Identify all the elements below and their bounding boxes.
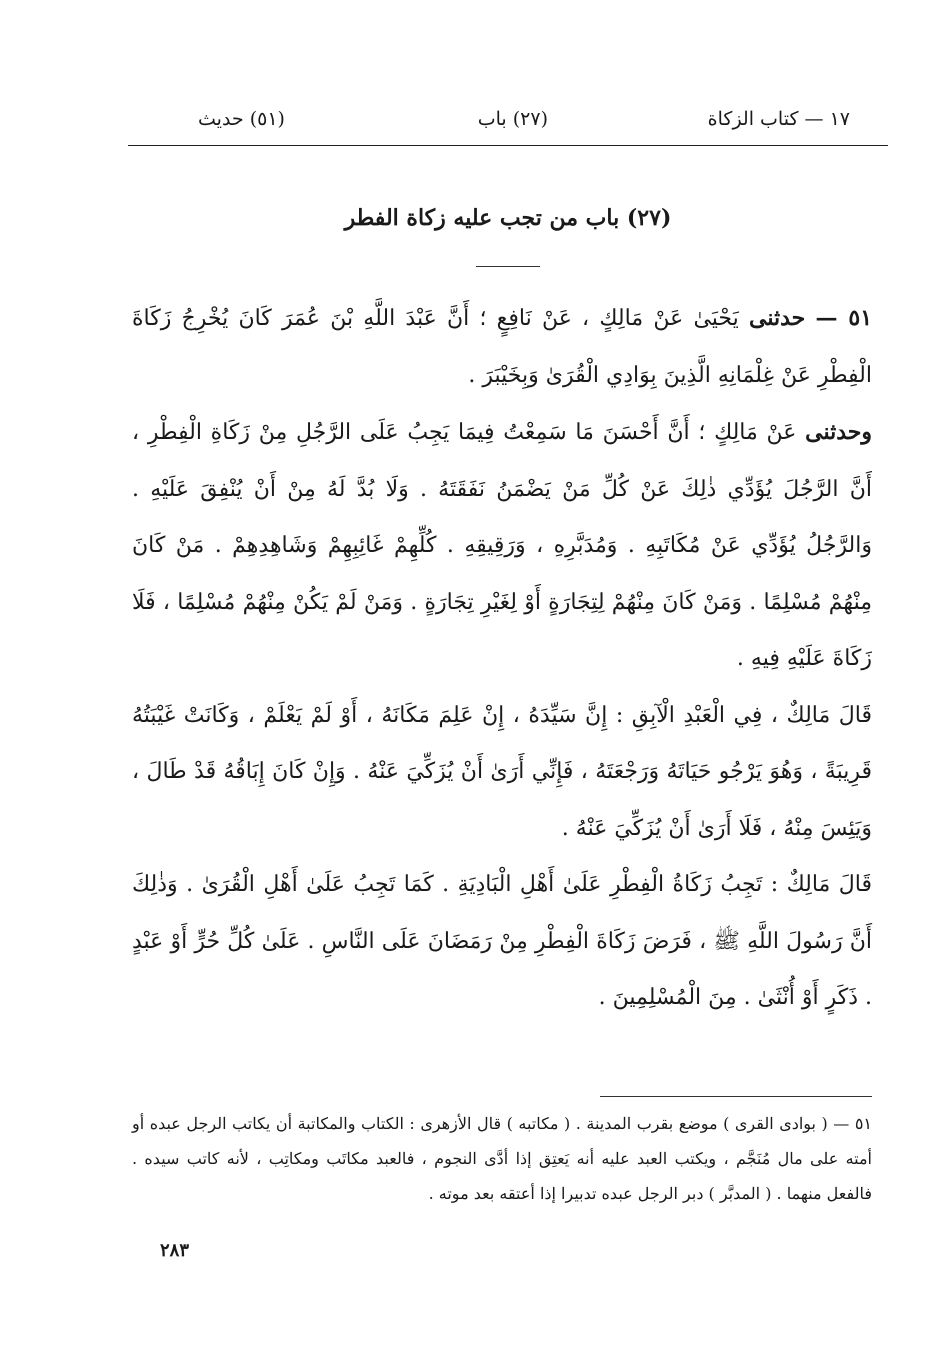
header-rule — [128, 145, 888, 146]
paragraph-4: قَالَ مَالِكٌ : تَجِبُ زَكَاةُ الْفِطْرِ عَلَىٰ أَهْلِ الْبَادِيَةِ . كَمَا تَجِبُ عَلَىٰ أَهْلِ الْقُرَىٰ . وَذٰلِكَ أَنَّ رَسُولَ اللَّهِ ﷺ ، فَرَضَ زَكَاةَ الْفِطْرِ مِنْ رَمَضَانَ عَلَى النَّاسِ . عَلَىٰ كُلِّ حُرٍّ أَوْ عَبْدٍ . ذَكَرٍ أَوْ أُنْثَىٰ . مِنَ الْمُسْلِمِينَ . — [132, 872, 872, 1010]
paragraph-text: يَحْيَىٰ عَنْ مَالِكٍ ، عَنْ نَافِعٍ ؛ أَنَّ عَبْدَ اللَّهِ بْنَ عُمَرَ كَانَ يُخْرِجُ زَكَاةَ الْفِطْرِ عَنْ غِلْمَانِهِ الَّذِينَ بِوَادِي الْقُرَىٰ وَبِخَيْبَرَ . — [132, 306, 872, 388]
hadith-number: ٥١ — — [815, 305, 873, 331]
running-header — [128, 100, 888, 140]
paragraph-1 — [132, 290, 872, 404]
paragraph-text: عَنْ مَالِكٍ ؛ أَنَّ أَحْسَنَ مَا سَمِعْتُ فِيمَا يَجِبُ عَلَى الرَّجُلِ مِنْ زَكَاةِ الْفِطْرِ ، أَنَّ الرَّجُلَ يُؤَدِّي ذٰلِكَ عَنْ كُلِّ مَنْ يَضْمَنُ نَفَقَتَهُ . وَلَا بُدَّ لَهُ مِنْ أَنْ يُنْفِقَ عَلَيْهِ . وَالرَّجُلُ يُؤَدِّي عَنْ مُكَاتَبِهِ . وَمُدَبَّرِهِ ، وَرَقِيقِهِ . كُلِّهِمْ غَائِبِهِمْ وَشَاهِدِهِمْ . مَنْ كَانَ مِنْهُمْ مُسْلِمًا . وَمَنْ كَانَ مِنْهُمْ لِتِجَارَةٍ أَوْ لِغَيْرِ تِجَارَةٍ . وَمَنْ لَمْ يَكُنْ مِنْهُمْ مُسْلِمًا ، فَلَا زَكَاةَ عَلَيْهِ فِيهِ . — [132, 420, 872, 671]
paragraph-lead-word: وحدثنى — [805, 419, 872, 445]
footnote — [132, 1106, 872, 1211]
chapter-title: (٢٧) باب من تجب عليه زكاة الفطر — [344, 205, 672, 231]
footnote-rule — [600, 1096, 872, 1097]
header-chapter: (٢٧) باب — [477, 108, 548, 130]
page-number: ٢٨٣ — [160, 1240, 190, 1261]
header-hadith-number: (٥١) حديث — [198, 108, 285, 130]
header-book-title: ١٧ — كتاب الزكاة — [707, 108, 850, 130]
main-text — [132, 290, 872, 1027]
footnote-text: ٥١ — ( بوادى القرى ) موضع بقرب المدينة . ( مكاتبه ) قال الأزهرى : الكتاب والمكاتبة أن يكاتب الرجل عبده أو أمته على مال مُنَجَّم ، ويكتب العبد عليه أنه يَعتِق إذا أدَّى النجوم ، فالعبد مكاتَب ومكاتِب ، لأنه كاتب سيده . فالفعل منهما . ( المدبَّر ) دبر الرجل عبده تدبيرا إذا أعتقه بعد موته . — [132, 1114, 872, 1203]
title-divider — [476, 266, 540, 267]
paragraph-lead-word: حدثنى — [748, 305, 806, 331]
paragraph-3: قَالَ مَالِكٌ ، فِي الْعَبْدِ الْآبِقِ : إِنَّ سَيِّدَهُ ، إِنْ عَلِمَ مَكَانَهُ ، أَوْ لَمْ يَعْلَمْ ، وَكَانَتْ غَيْبَتُهُ قَرِيبَةً ، وَهُوَ يَرْجُو حَيَاتَهُ وَرَجْعَتَهُ ، فَإِنِّي أَرَىٰ أَنْ يُزَكِّيَ عَنْهُ . وَإِنْ كَانَ إِبَاقُهُ قَدْ طَالَ ، وَيَئِسَ مِنْهُ ، فَلَا أَرَىٰ أَنْ يُزَكِّيَ عَنْهُ . — [132, 702, 872, 841]
paragraph-2 — [132, 404, 872, 688]
